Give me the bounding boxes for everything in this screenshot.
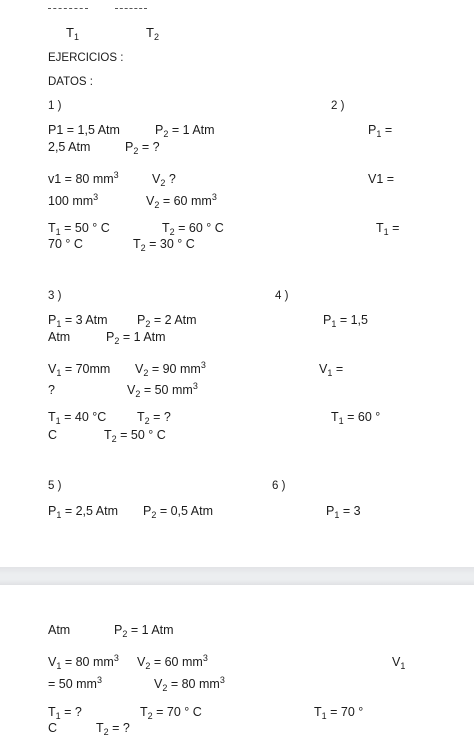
page2-atm: Atm [48,623,71,637]
ex2-v1: V1 = [368,172,395,186]
page2-v2: $V_2 = 60$ $mm^3$ [137,653,208,671]
ex1-v2: $V_2$ ? [152,172,176,188]
document-page-2 [0,585,474,737]
exercise-number-2: 2 ) [331,100,345,112]
section-title: EJERCICIOS : [48,52,124,64]
page2-next-t1: C [48,721,58,735]
ex1-p2: $P_2 = 1$ Atm [155,123,215,139]
ex1-p1: P1 = 1,5 Atm [48,123,120,137]
ex3-next-v2: $V_2 = 50$ $mm^3$ [127,381,198,399]
ex1-t2: $T_2 = 60$ ° C [162,221,224,237]
ex1-next-p1: 2,5 Atm [48,140,91,154]
page2-t1: $T_1$ = ? [48,705,82,721]
ex3-next-p2: $P_2 = 1$ Atm [106,330,166,346]
page2-right-v1: $V_1$ [392,655,406,671]
ex1-t1: $T_1 = 50$ ° C [48,221,110,237]
ex3-v1: $V_1 = 70mm$ [48,362,111,378]
page2-v1: $V_1 = 80$ $mm^3$ [48,653,119,671]
ex1-next-v1: 100 $mm^3$ [48,192,99,208]
ex4-p1: $P_1 = 1,5$ [323,313,368,329]
exercise-number-3: 3 ) [48,290,62,302]
header-dash-right [115,8,147,9]
ex4-t1: $T_1 = 60$ ° [331,410,381,426]
ex6-p1: $P_1 = 3$ [326,504,361,520]
ex1-next-t2: $T_2 = 30$ ° C [133,237,195,253]
exercise-number-1: 1 ) [48,100,62,112]
ex3-p1: $P_1 = 3$ Atm [48,313,108,329]
ex1-next-t1: 70 ° C [48,237,83,251]
ex1-v1: v1 = 80 $mm^3$ [48,170,119,186]
exercise-number-6: 6 ) [272,480,286,492]
ex4-v1: $V_1$ = [319,362,344,378]
ex3-t2: $T_2$ = ? [137,410,171,426]
header-t1: $T_1$ [66,25,79,42]
ex1-next-p2: $P_2$ = ? [125,140,160,156]
page2-next-v2: $V_2 = 80$ $mm^3$ [154,675,225,693]
ex3-t1: $T_1 = 40$ °C [48,410,107,426]
exercise-number-5: 5 ) [48,480,62,492]
ex3-next-p1: Atm [48,330,71,344]
ex3-p2: $P_2 = 2$ Atm [137,313,197,329]
header-t2: $T_2$ [146,25,159,42]
ex3-next-v1: ? [48,383,55,397]
ex3-v2: $V_2 = 90$ $mm^3$ [135,360,206,378]
ex3-next-t1: C [48,428,58,442]
ex2-p1: $P_1$ = [368,123,393,139]
page2-next-v1: = 50 $mm^3$ [48,675,102,691]
ex2-t1: $T_1$ = [376,221,400,237]
exercise-number-4: 4 ) [275,290,289,302]
page2-next-t2: $T_2$ = ? [96,721,130,737]
ex3-next-t2: $T_2 = 50$ ° C [104,428,166,444]
data-title: DATOS : [48,76,93,88]
ex5-p1: $P_1 = 2,5$ Atm [48,504,118,520]
page2-p2: $P_2 = 1$ Atm [114,623,174,639]
page2-right-t1: $T_1 = 70$ ° [314,705,364,721]
page2-t2: $T_2 = 70$ ° C [140,705,202,721]
page-separator [0,567,474,585]
header-dash-left [48,8,88,9]
ex1-next-v2: $V_2 = 60$ $mm^3$ [146,192,217,210]
ex5-p2: $P_2 = 0,5$ Atm [143,504,213,520]
